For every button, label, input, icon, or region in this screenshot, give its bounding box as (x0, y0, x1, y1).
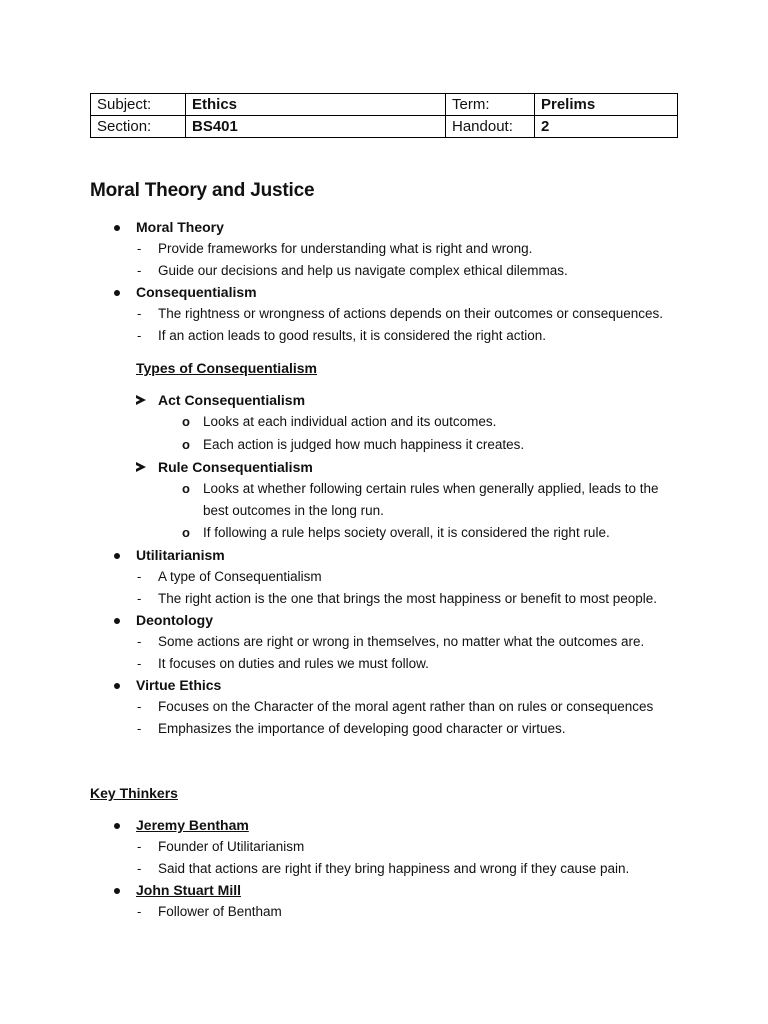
list-item: The rightness or wrongness of actions depends on their outcomes or consequences. (158, 306, 664, 321)
dash-icon: - (137, 263, 142, 278)
list-item: Follower of Bentham (158, 904, 282, 919)
dash-icon: - (137, 721, 142, 736)
bullet-icon (114, 888, 120, 894)
term-value: Prelims (535, 94, 678, 116)
subheading-rule-consequentialism: Rule Consequentialism (158, 459, 313, 475)
bullet-icon (114, 290, 120, 296)
bullet-icon (114, 823, 120, 829)
ring-bullet-icon: o (182, 481, 190, 496)
section-value: BS401 (186, 116, 446, 138)
handout-value: 2 (535, 116, 678, 138)
dash-icon: - (137, 241, 142, 256)
section-heading-virtue-ethics: Virtue Ethics (136, 677, 222, 693)
subheading-act-consequentialism: Act Consequentialism (158, 392, 306, 408)
list-item: Looks at whether following certain rules when generally applied, leads to the (203, 481, 659, 496)
ring-bullet-icon: o (182, 414, 190, 429)
bullet-icon (114, 553, 120, 559)
section-heading-moral-theory: Moral Theory (136, 219, 224, 235)
page-title: Moral Theory and Justice (90, 180, 315, 201)
ring-bullet-icon: o (182, 437, 190, 452)
course-info-table (90, 93, 678, 138)
section-heading-utilitarianism: Utilitarianism (136, 547, 225, 563)
bullet-icon (114, 225, 120, 231)
list-item: Focuses on the Character of the moral agent rather than on rules or consequences (158, 699, 654, 714)
thinker-name-mill: John Stuart Mill (136, 882, 241, 898)
dash-icon: - (137, 591, 142, 606)
list-item: If following a rule helps society overall, it is considered the right rule. (203, 525, 610, 540)
dash-icon: - (137, 306, 142, 321)
section-heading-deontology: Deontology (136, 612, 213, 628)
ring-bullet-icon: o (182, 525, 190, 540)
dash-icon: - (137, 699, 142, 714)
dash-icon: - (137, 904, 142, 919)
dash-icon: - (137, 861, 142, 876)
list-item: Emphasizes the importance of developing good character or virtues. (158, 721, 566, 736)
arrow-bullet-icon (136, 395, 146, 405)
term-label: Term: (446, 94, 535, 116)
arrow-bullet-icon (136, 462, 146, 472)
subheading-types-of-consequentialism: Types of Consequentialism (136, 360, 317, 376)
list-item: The right action is the one that brings the most happiness or benefit to most people. (158, 591, 658, 606)
dash-icon: - (137, 634, 142, 649)
list-item: Each action is judged how much happiness it creates. (203, 437, 525, 452)
dash-icon: - (137, 656, 142, 671)
thinker-name-bentham: Jeremy Bentham (136, 817, 249, 833)
subject-label: Subject: (91, 94, 186, 116)
table-row (91, 94, 678, 116)
list-item: Founder of Utilitarianism (158, 839, 305, 854)
list-item: Said that actions are right if they bring happiness and wrong if they cause pain. (158, 861, 630, 876)
list-item: Guide our decisions and help us navigate complex ethical dilemmas. (158, 263, 568, 278)
list-item: A type of Consequentialism (158, 569, 322, 584)
table-row (91, 116, 678, 138)
list-item: Looks at each individual action and its outcomes. (203, 414, 497, 429)
dash-icon: - (137, 569, 142, 584)
section-heading-consequentialism: Consequentialism (136, 284, 257, 300)
handout-label: Handout: (446, 116, 535, 138)
dash-icon: - (137, 839, 142, 854)
subject-value: Ethics (186, 94, 446, 116)
list-item: Provide frameworks for understanding what is right and wrong. (158, 241, 533, 256)
bullet-icon (114, 618, 120, 624)
dash-icon: - (137, 328, 142, 343)
section-heading-key-thinkers: Key Thinkers (90, 785, 178, 801)
list-item: It focuses on duties and rules we must follow. (158, 656, 429, 671)
list-item: If an action leads to good results, it is considered the right action. (158, 328, 546, 343)
section-label: Section: (91, 116, 186, 138)
list-item-continuation: best outcomes in the long run. (203, 503, 384, 518)
bullet-icon (114, 683, 120, 689)
list-item: Some actions are right or wrong in themselves, no matter what the outcomes are. (158, 634, 645, 649)
